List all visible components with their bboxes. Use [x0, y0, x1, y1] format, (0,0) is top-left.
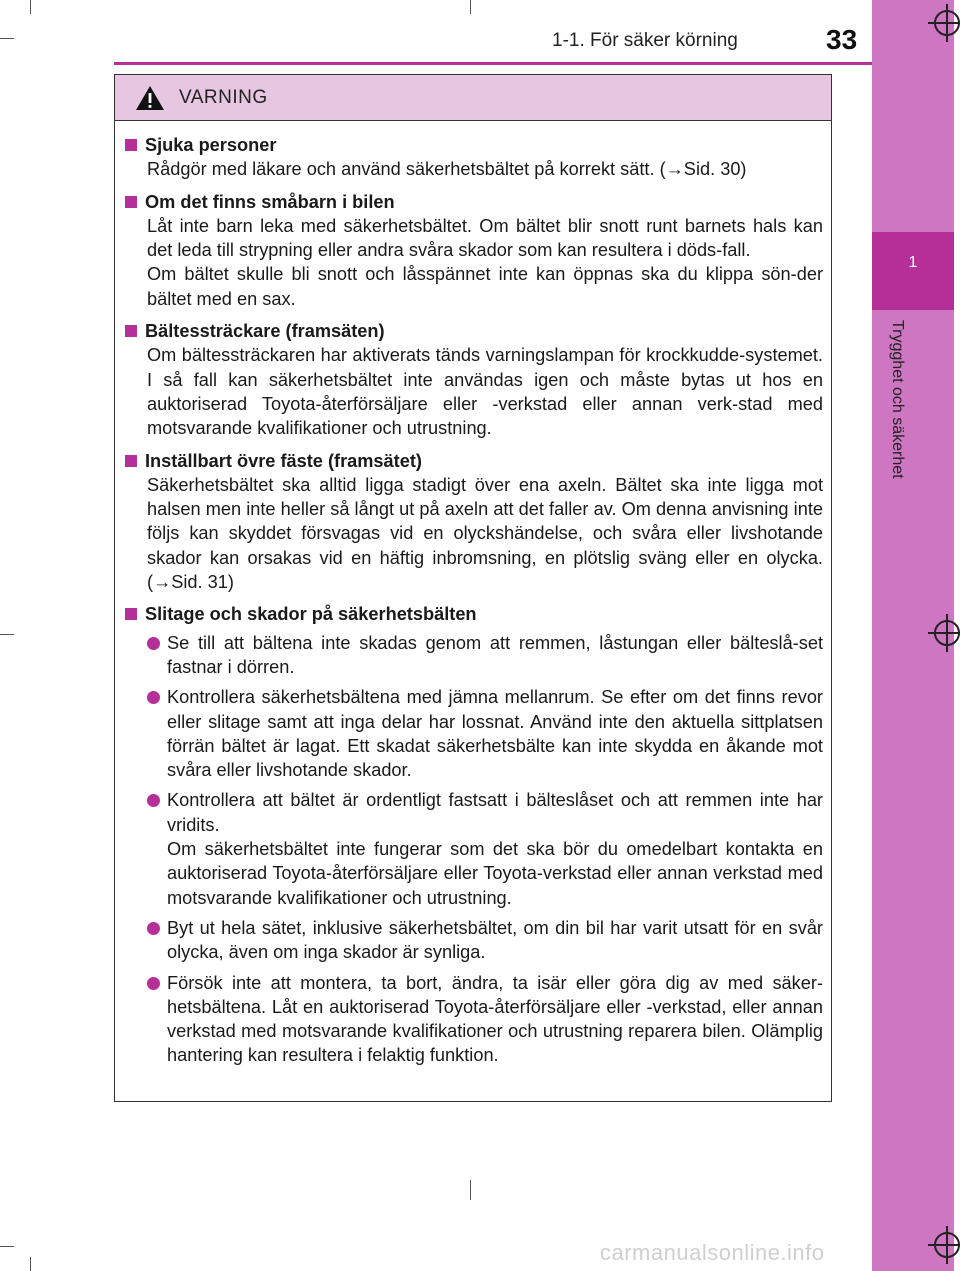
crop-mark: [0, 634, 14, 635]
warning-section: [125, 133, 823, 182]
list-item: [125, 916, 823, 965]
section-paragraph: Om bältessträckaren har aktiverats tänds varningslampan för krockkudde-systemet. I så fall kan säkerhetsbältet inte användas igen och måste bytas ut hos en auktoriserad Toyota-återförsäljare eller -verkstad eller annan verk-stad med motsvarande kvalifikationer och utrustning.: [147, 345, 823, 439]
section-heading: [125, 190, 823, 214]
list-item-text: Om säkerhetsbältet inte fungerar som det ska bör du omedelbart kontakta en auktoriserad Toyota-återförsäljare eller Toyota-verkstad eller annan verkstad med motsvarande kvalifikationer och utrustning.: [167, 839, 823, 908]
square-bullet-icon: [125, 455, 137, 467]
square-bullet-icon: [125, 139, 137, 151]
crop-mark: [0, 1246, 14, 1247]
round-bullet-icon: [147, 637, 160, 650]
section-paragraph: Rådgör med läkare och använd säkerhetsbältet på korrekt sätt. (→Sid. 30): [147, 159, 747, 180]
list-item-text: Se till att bältena inte skadas genom att remmen, låstungan eller bälteslå-set fastnar i dörren.: [167, 632, 823, 677]
side-tab-chapter-title: Trygghet och säkerhet: [889, 320, 906, 479]
section-paragraph: Säkerhetsbältet ska alltid ligga stadigt över ena axeln. Bältet ska inte ligga mot halsen men inte heller så långt ut på axeln att det faller av. Om denna anvisning inte följs kan skyddet försvagas vid en olyckshändelse, och svåra eller livshotande skador kan orsakas vid en häftig inbromsning, en plötslig sväng eller en olycka. (→Sid. 31): [147, 474, 823, 593]
registration-mark-icon: [934, 1232, 960, 1258]
warning-section: [125, 190, 823, 311]
section-heading: [125, 449, 823, 473]
section-heading-text: Slitage och skador på säkerhetsbälten: [145, 604, 477, 625]
square-bullet-icon: [125, 196, 137, 208]
round-bullet-icon: [147, 691, 160, 704]
section-heading-text: Om det finns småbarn i bilen: [145, 191, 395, 212]
registration-mark-icon: [934, 620, 960, 646]
section-heading: [125, 133, 823, 157]
section-heading: [125, 602, 823, 626]
list-item: [125, 971, 823, 1068]
list-item-text: Kontrollera säkerhetsbältena med jämna mellanrum. Se efter om det finns revor eller slitage samt att inga delar har lossnat. Använd inte den aktuella sittplatsen förrän bältet är lagat. Ett skadat säkerhetsbälte kan inte skydda en åkande mot svåra eller livshotande skador.: [167, 687, 823, 781]
crop-mark: [470, 1180, 471, 1200]
warning-triangle-icon: [135, 85, 165, 111]
registration-mark-icon: [934, 10, 960, 36]
section-paragraph: Låt inte barn leka med säkerhetsbältet. Om bältet blir snott runt barnets hals kan det leda till strypning eller andra svåra skador som kan resultera i döds-fall.: [147, 215, 823, 261]
list-item: [125, 685, 823, 782]
list-item: [125, 631, 823, 680]
round-bullet-icon: [147, 922, 160, 935]
square-bullet-icon: [125, 325, 137, 337]
side-tab-chapter-number: 1: [872, 232, 954, 310]
section-heading: [125, 319, 823, 343]
section-paragraph: Om bältet skulle bli snott och låsspännet inte kan öppnas ska du klippa sön-der bältet med en sax.: [147, 264, 823, 309]
section-heading-text: Bältessträckare (framsäten): [145, 321, 385, 342]
header-section-title: 1-1. För säker körning: [552, 30, 738, 51]
crop-mark: [30, 1257, 31, 1271]
list-item-text: Byt ut hela sätet, inklusive säkerhetsbältet, om din bil har varit utsatt för en svår olycka, även om inga skador är synliga.: [167, 917, 823, 963]
warning-title: VARNING: [179, 86, 268, 108]
section-heading-text: Inställbart övre fäste (framsätet): [145, 450, 422, 471]
list-item-text: Kontrollera att bältet är ordentligt fastsatt i bälteslåset och att remmen inte har vridits.: [167, 790, 823, 835]
warning-box: [114, 74, 832, 1102]
round-bullet-icon: [147, 794, 160, 807]
watermark: carmanualsonline.info: [600, 1240, 825, 1265]
round-bullet-icon: [147, 977, 160, 990]
warning-section: [125, 449, 823, 595]
list-item: [125, 788, 823, 909]
list-item-text: Försök inte att montera, ta bort, ändra, ta isär eller göra dig av med säker-hetsbältena. Låt en auktoriserad Toyota-återförsäljare eller -verkstad, eller annan verkstad med motsvarande kvalifikationer och utrustning reparera bilen. Olämplig hantering kan resultera i felaktig funktion.: [167, 972, 823, 1066]
crop-mark: [470, 0, 471, 14]
crop-mark: [0, 38, 14, 39]
warning-section: [125, 602, 823, 1067]
page-number: 33: [826, 24, 858, 55]
warning-section: [125, 319, 823, 440]
list-item-text-group: [167, 788, 823, 909]
warning-header: [115, 75, 831, 121]
header-rule: [114, 62, 872, 65]
warning-body: [115, 121, 831, 1068]
square-bullet-icon: [125, 608, 137, 620]
crop-mark: [30, 0, 31, 14]
section-heading-text: Sjuka personer: [145, 135, 277, 155]
